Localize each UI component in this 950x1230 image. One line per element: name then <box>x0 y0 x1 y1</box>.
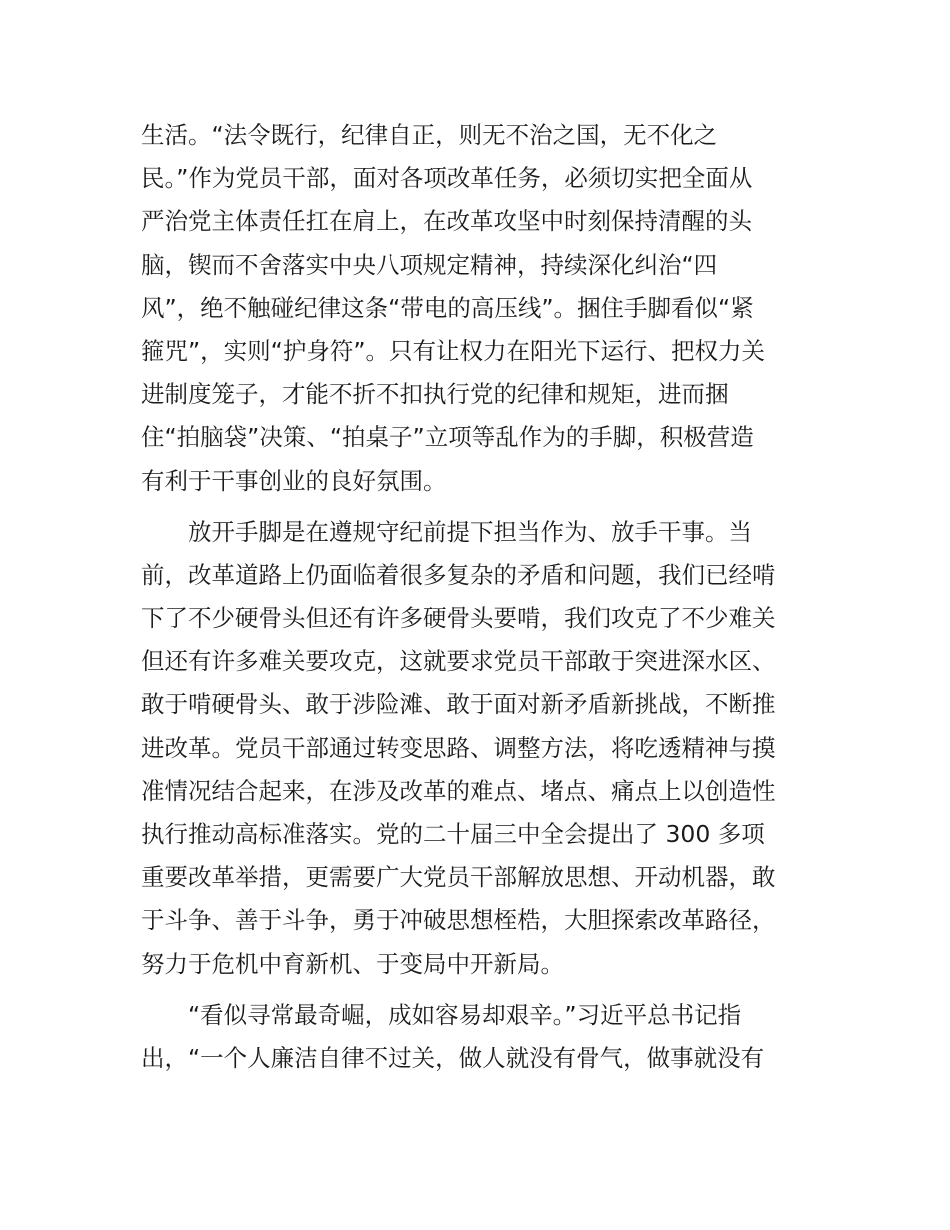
text-line: 进制度笼子，才能不折不扣执行党的纪律和规矩，进而捆 <box>141 380 729 409</box>
document-body-text <box>141 114 811 1080</box>
paragraph-first-line: “看似寻常最奇崛，成如容易却艰辛。”习近平总书记指 <box>188 1000 742 1029</box>
text-line: 重要改革举措，更需要广大党员干部解放思想、开动机器，敢 <box>141 863 776 892</box>
paragraph-first-line: 放开手脚是在遵规守纪前提下担当作为、放手干事。当 <box>188 517 752 546</box>
text-line: 但还有许多难关要攻克，这就要求党员干部敢于突进深水区、 <box>141 647 776 676</box>
text-line: 住“拍脑袋”决策、“拍桌子”立项等乱作为的手脚，积极营造 <box>141 423 754 452</box>
text-line: 进改革。党员干部通过转变思路、调整方法，将吃透精神与摸 <box>141 733 776 762</box>
text-line: 执行推动高标准落实。党的二十届三中全会提出了 300 多项 <box>141 820 765 848</box>
text-line: 下了不少硬骨头但还有许多硬骨头要啃，我们攻克了不少难关 <box>141 604 776 633</box>
text-line: 民。”作为党员干部，面对各项改革任务，必须切实把全面从 <box>141 164 753 193</box>
text-line: 有利于干事创业的良好氛围。 <box>141 466 447 495</box>
text-line: 箍咒”，实则“护身符”。只有让权力在阳光下运行、把权力关 <box>141 336 766 365</box>
text-line: 于斗争、善于斗争，勇于冲破思想桎梏，大胆探索改革路径， <box>141 906 776 935</box>
text-line: 前，改革道路上仍面临着很多复杂的矛盾和问题，我们已经啃 <box>141 560 776 589</box>
paragraph-gap <box>141 986 811 994</box>
text-line: 风”，绝不触碰纪律这条“带电的高压线”。捆住手脚看似“紧 <box>141 293 754 322</box>
text-line: 敢于啃硬骨头、敢于涉险滩、敢于面对新矛盾新挑战，不断推 <box>141 690 776 719</box>
text-line: 努力于危机中育新机、于变局中开新局。 <box>141 949 564 978</box>
text-line: 出，“一个人廉洁自律不过关，做人就没有骨气，做事就没有 <box>141 1043 765 1072</box>
paragraph-gap <box>141 503 811 511</box>
text-line: 脑，锲而不舍落实中央八项规定精神，持续深化纠治“四 <box>141 250 718 279</box>
text-line: 严治党主体责任扛在肩上，在改革攻坚中时刻保持清醒的头 <box>141 207 752 236</box>
text-line: 准情况结合起来，在涉及改革的难点、堵点、痛点上以创造性 <box>141 776 776 805</box>
text-line: 生活。“法令既行，纪律自正，则无不治之国，无不化之 <box>141 121 718 149</box>
